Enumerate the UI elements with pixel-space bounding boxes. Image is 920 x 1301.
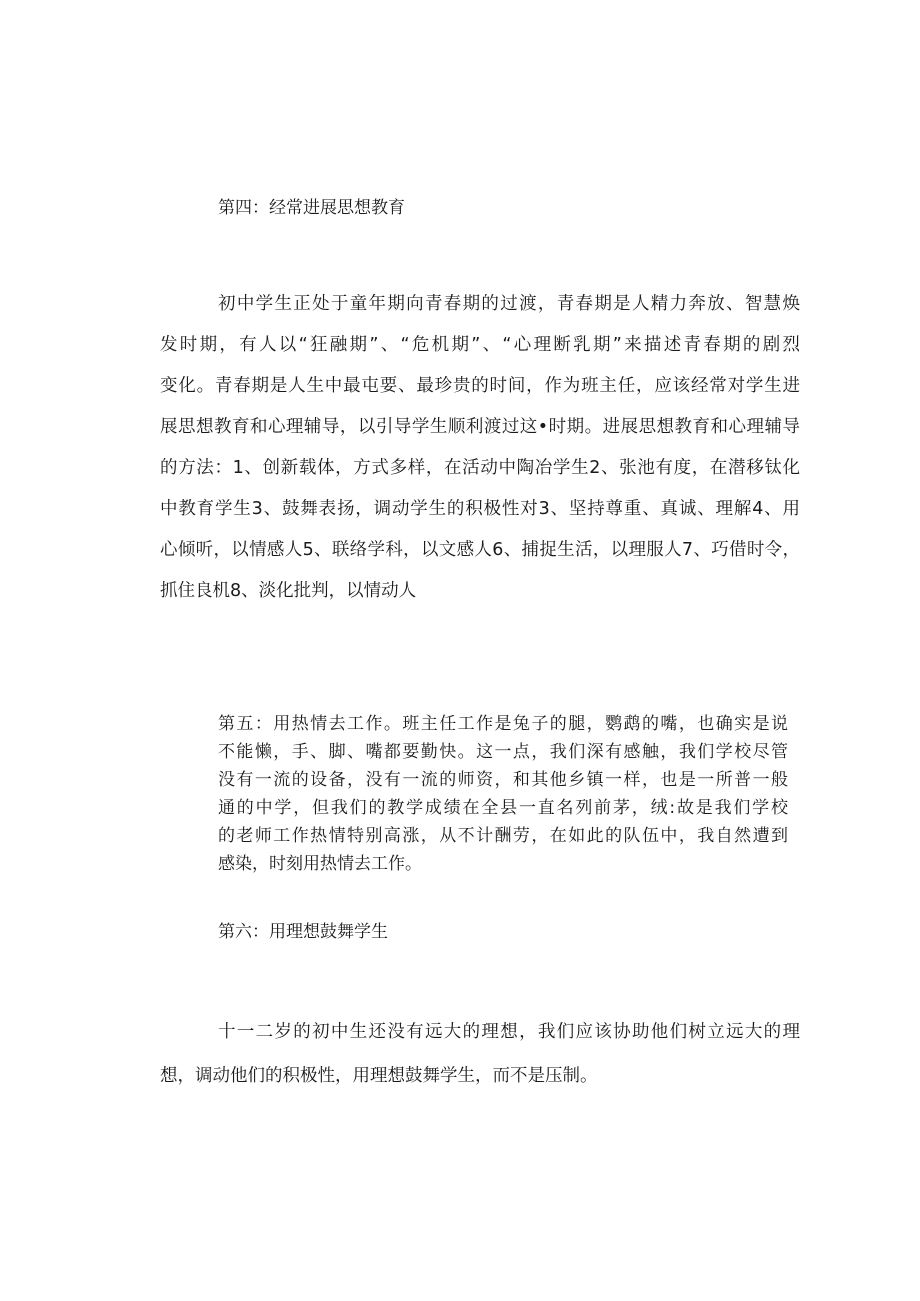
section4-heading: 第四：经常进展思想教育	[218, 198, 405, 218]
section4-line: 抓住良机8、淡化批判，以情动人	[160, 581, 417, 601]
section4-line: 发时期，有人以“狂融期”、“危机期”、“心理断乳期”来描述青春期的剧烈	[160, 335, 800, 355]
section6-line: 十一二岁的初中生还没有远大的理想，我们应该协助他们树立远大的理	[218, 1022, 800, 1042]
section4-line: 心倾听，以情感人5、联络学科，以文感人6、捕捉生活，以理服人7、巧借时令，	[160, 540, 800, 560]
section4-line: 变化。青春期是人生中最屯要、最珍贵的时间，作为班主任，应该经常对学生进	[160, 376, 800, 396]
section6-heading: 第六：用理想鼓舞学生	[218, 922, 388, 942]
section4-line: 初中学生正处于童年期向青春期的过渡，青春期是人精力奔放、智慧焕	[218, 294, 800, 314]
section4-line: 展思想教育和心理辅导，以引导学生顺利渡过这•时期。进展思想教育和心理辅导	[160, 417, 800, 437]
section5-line: 感染，时刻用热情去工作。	[218, 854, 422, 874]
section5-line: 不能懒，手、脚、嘴都要勤快。这一点，我们深有感触，我们学校尽管	[218, 742, 788, 762]
section5-line: 的老师工作热情特别高涨，从不计酬劳，在如此的队伍中，我自然遭到	[218, 826, 788, 846]
section6-line: 想，调动他们的积极性，用理想鼓舞学生，而不是压制。	[160, 1066, 598, 1086]
section4-paragraph	[160, 284, 800, 612]
section5-line: 没有一流的设备，没有一流的师资，和其他乡镇一样，也是一所普一般	[218, 770, 788, 790]
section5-paragraph	[218, 710, 788, 878]
section4-line: 中教育学生3、鼓舞表扬，调动学生的积极性对3、坚持尊重、真诚、理解4、用	[160, 499, 800, 519]
section4-line: 的方法：1、创新载体，方式多样，在活动中陶冶学生2、张池有度，在潜移钛化	[160, 458, 800, 478]
section5-line: 第五：用热情去工作。班主任工作是兔子的腿，鹦鹉的嘴，也确实是说	[218, 714, 788, 734]
section5-line: 通的中学，但我们的教学成绩在全县一直名列前茅，绒:故是我们学校	[218, 798, 788, 818]
section6-paragraph	[160, 1010, 800, 1098]
